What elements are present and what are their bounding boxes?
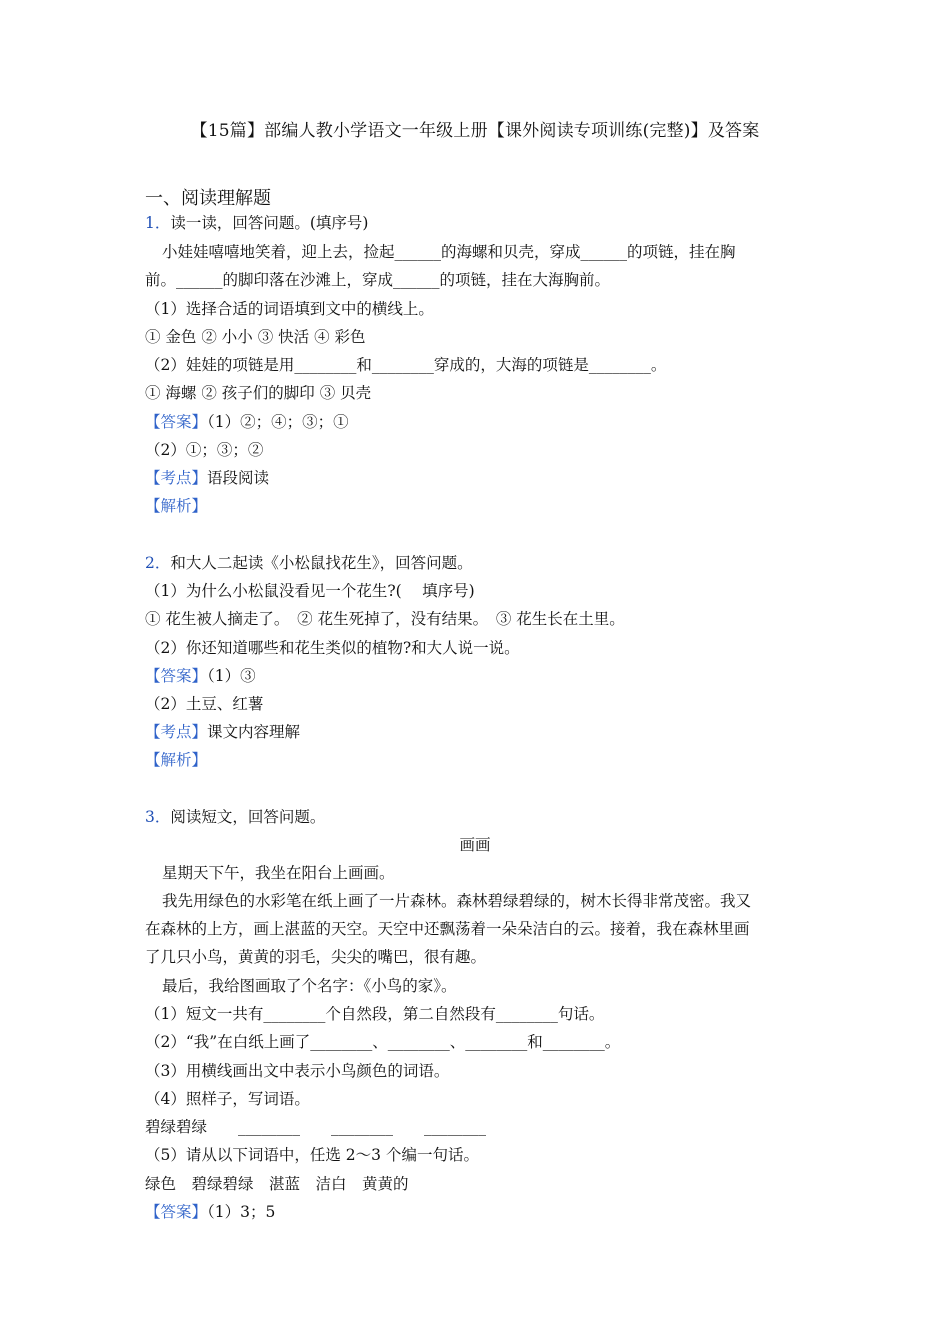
q2-kaodian: 课文内容理解	[207, 723, 301, 741]
q3-sub-question-2: （2）“我”在白纸上画了________、________、________和________。	[145, 1033, 621, 1051]
q3-answer-line-1	[145, 1200, 275, 1222]
story-paragraph-2-line-2: 在森林的上方，画上湛蓝的天空。天空中还飘荡着一朵朵洁白的云。接着，我在森林里画	[145, 920, 750, 938]
q3-sub-question-3: （3）用横线画出文中表示小鸟颜色的词语。	[145, 1062, 450, 1080]
q1-answer-line-1	[145, 410, 349, 432]
q1-jiexi-line	[145, 494, 207, 516]
question-2-number: 2．	[145, 554, 171, 572]
q1-kaodian-line	[145, 466, 269, 488]
q1-answer-line-2: （2）①；③；②	[145, 441, 264, 459]
q1-options-2: ① 海螺 ② 孩子们的脚印 ③ 贝壳	[145, 384, 372, 402]
story-paragraph-2-line-3: 了几只小鸟，黄黄的羽毛，尖尖的嘴巴，很有趣。	[145, 948, 487, 966]
question-1-number: 1．	[145, 214, 171, 232]
q2-answer-line-1	[145, 664, 256, 686]
q1-kaodian: 语段阅读	[207, 469, 270, 487]
q1-answer-1: （1）②；④；③；①	[207, 413, 349, 431]
page-title: 【15篇】部编人教小学语文一年级上册【课外阅读专项训练(完整)】及答案	[190, 121, 760, 141]
q3-sub-question-5: （5）请从以下词语中，任选 2～3 个编一句话。	[145, 1146, 479, 1164]
question-3-number: 3．	[145, 808, 171, 826]
q3-example-words: 碧绿碧绿 ________ ________ ________	[145, 1118, 487, 1136]
jiexi-tag: 【解析】	[145, 751, 208, 769]
story-paragraph-1: 星期天下午，我坐在阳台上画画。	[162, 864, 395, 882]
answer-tag: 【答案】	[145, 413, 208, 431]
question-1-prompt: 读一读，回答问题。(填序号)	[170, 214, 369, 232]
section-heading: 一、阅读理解题	[145, 188, 271, 209]
q1-passage-line-1: 小娃娃嘻嘻地笑着，迎上去，捡起______的海螺和贝壳，穿成______的项链，挂在胸	[162, 243, 736, 261]
q1-options-1: ① 金色 ② 小小 ③ 快活 ④ 彩色	[145, 328, 366, 346]
answer-tag: 【答案】	[145, 667, 208, 685]
question-2-prompt: 和大人二起读《小松鼠找花生》，回答问题。	[170, 554, 473, 572]
question-1-heading	[145, 211, 368, 233]
q1-passage-line-2: 前。______的脚印落在沙滩上，穿成______的项链，挂在大海胸前。	[145, 271, 611, 289]
story-paragraph-3: 最后，我给图画取了个名字：《小鸟的家》。	[162, 977, 457, 995]
q2-options-1: ① 花生被人摘走了。 ② 花生死掉了，没有结果。 ③ 花生长在土里。	[145, 610, 625, 628]
answer-tag: 【答案】	[145, 1203, 208, 1221]
story-title: 画画	[459, 836, 491, 854]
story-paragraph-2-line-1: 我先用绿色的水彩笔在纸上画了一片森林。森林碧绿碧绿的，树木长得非常茂密。我又	[162, 892, 752, 910]
question-2-heading	[145, 551, 473, 573]
q2-kaodian-line	[145, 720, 300, 742]
q2-sub-question-1: （1）为什么小松鼠没看见一个花生?( 填序号)	[145, 582, 475, 600]
q2-answer-line-2: （2）土豆、红薯	[145, 695, 264, 713]
kaodian-tag: 【考点】	[145, 723, 208, 741]
question-3-heading	[145, 805, 325, 827]
q3-sub-question-1: （1）短文一共有________个自然段，第二自然段有________句话。	[145, 1005, 605, 1023]
q2-answer-1: （1）③	[207, 667, 256, 685]
q1-sub-question-2: （2）娃娃的项链是用________和________穿成的，大海的项链是________。	[145, 356, 667, 374]
question-3-prompt: 阅读短文，回答问题。	[170, 808, 326, 826]
kaodian-tag: 【考点】	[145, 469, 208, 487]
q2-jiexi-line	[145, 748, 207, 770]
q3-answer-1: （1）3；5	[207, 1203, 276, 1221]
q1-sub-question-1: （1）选择合适的词语填到文中的横线上。	[145, 300, 434, 318]
q3-word-list: 绿色 碧绿碧绿 湛蓝 洁白 黄黄的	[145, 1175, 409, 1193]
q3-sub-question-4: （4）照样子，写词语。	[145, 1090, 310, 1108]
jiexi-tag: 【解析】	[145, 497, 208, 515]
q2-sub-question-2: （2）你还知道哪些和花生类似的植物?和大人说一说。	[145, 639, 520, 657]
